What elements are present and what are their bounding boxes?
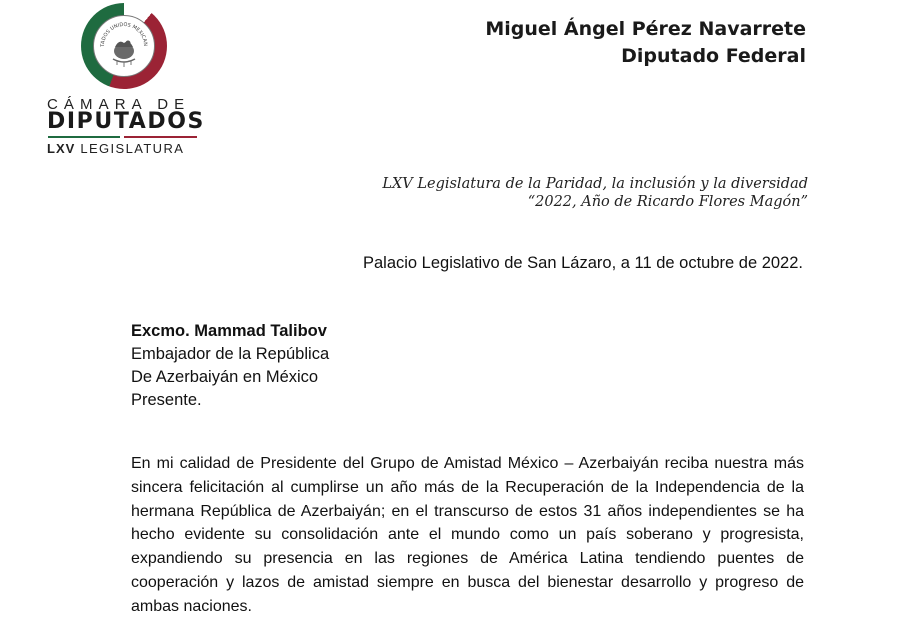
letter-body-paragraph: En mi calidad de Presidente del Grupo de Amistad México – Azerbaiyán reciba nuestra más sincera felicitación al cumplirse un año más de la Recuperación de la Independencia de la hermana República de Azerbaiyán; en el transcurso de estos 31 años independientes se ha hecho evidente su consolidación ante el mundo como un país soberano y progresista, expandiendo su presencia en las regiones de América Latina tendiendo puentes de cooperación y lazos de amistad siempre en busca del bienestar desarrollo y progreso de ambas naciones. xyxy=(131,455,804,615)
sender-name: Miguel Ángel Pérez Navarrete xyxy=(485,18,806,40)
place-date: Palacio Legislativo de San Lázaro, a 11 de octubre de 2022. xyxy=(362,254,803,272)
sender-block xyxy=(485,16,806,70)
recipient-block xyxy=(131,320,329,412)
recipient-line-3: De Azerbaiyán en México xyxy=(131,368,319,386)
logo-line-diputados: DIPUTADOS xyxy=(47,109,205,134)
logo-line-legislatura xyxy=(47,141,184,156)
recipient-line-2: Embajador de la República xyxy=(131,345,330,363)
recipient-line-4: Presente. xyxy=(131,391,202,409)
motto-line-2: “2022, Año de Ricardo Flores Magón” xyxy=(527,194,808,210)
mexican-seal-icon xyxy=(93,15,155,77)
logo-rule-green xyxy=(48,136,120,138)
logo-rule-red xyxy=(124,136,197,138)
legislature-motto xyxy=(382,175,808,211)
motto-line-1: LXV Legislatura de la Paridad, la inclusión y la diversidad xyxy=(382,176,808,192)
logo-line-camara: CÁMARA DE xyxy=(47,96,191,113)
sender-title: Diputado Federal xyxy=(621,45,806,67)
recipient-name: Excmo. Mammad Talibov xyxy=(131,322,327,340)
logo-legislatura-word: LEGISLATURA xyxy=(80,141,185,156)
logo-lxv: LXV xyxy=(47,141,76,156)
seal-text: TADOS UNIDOS MEXICAN xyxy=(99,21,149,47)
